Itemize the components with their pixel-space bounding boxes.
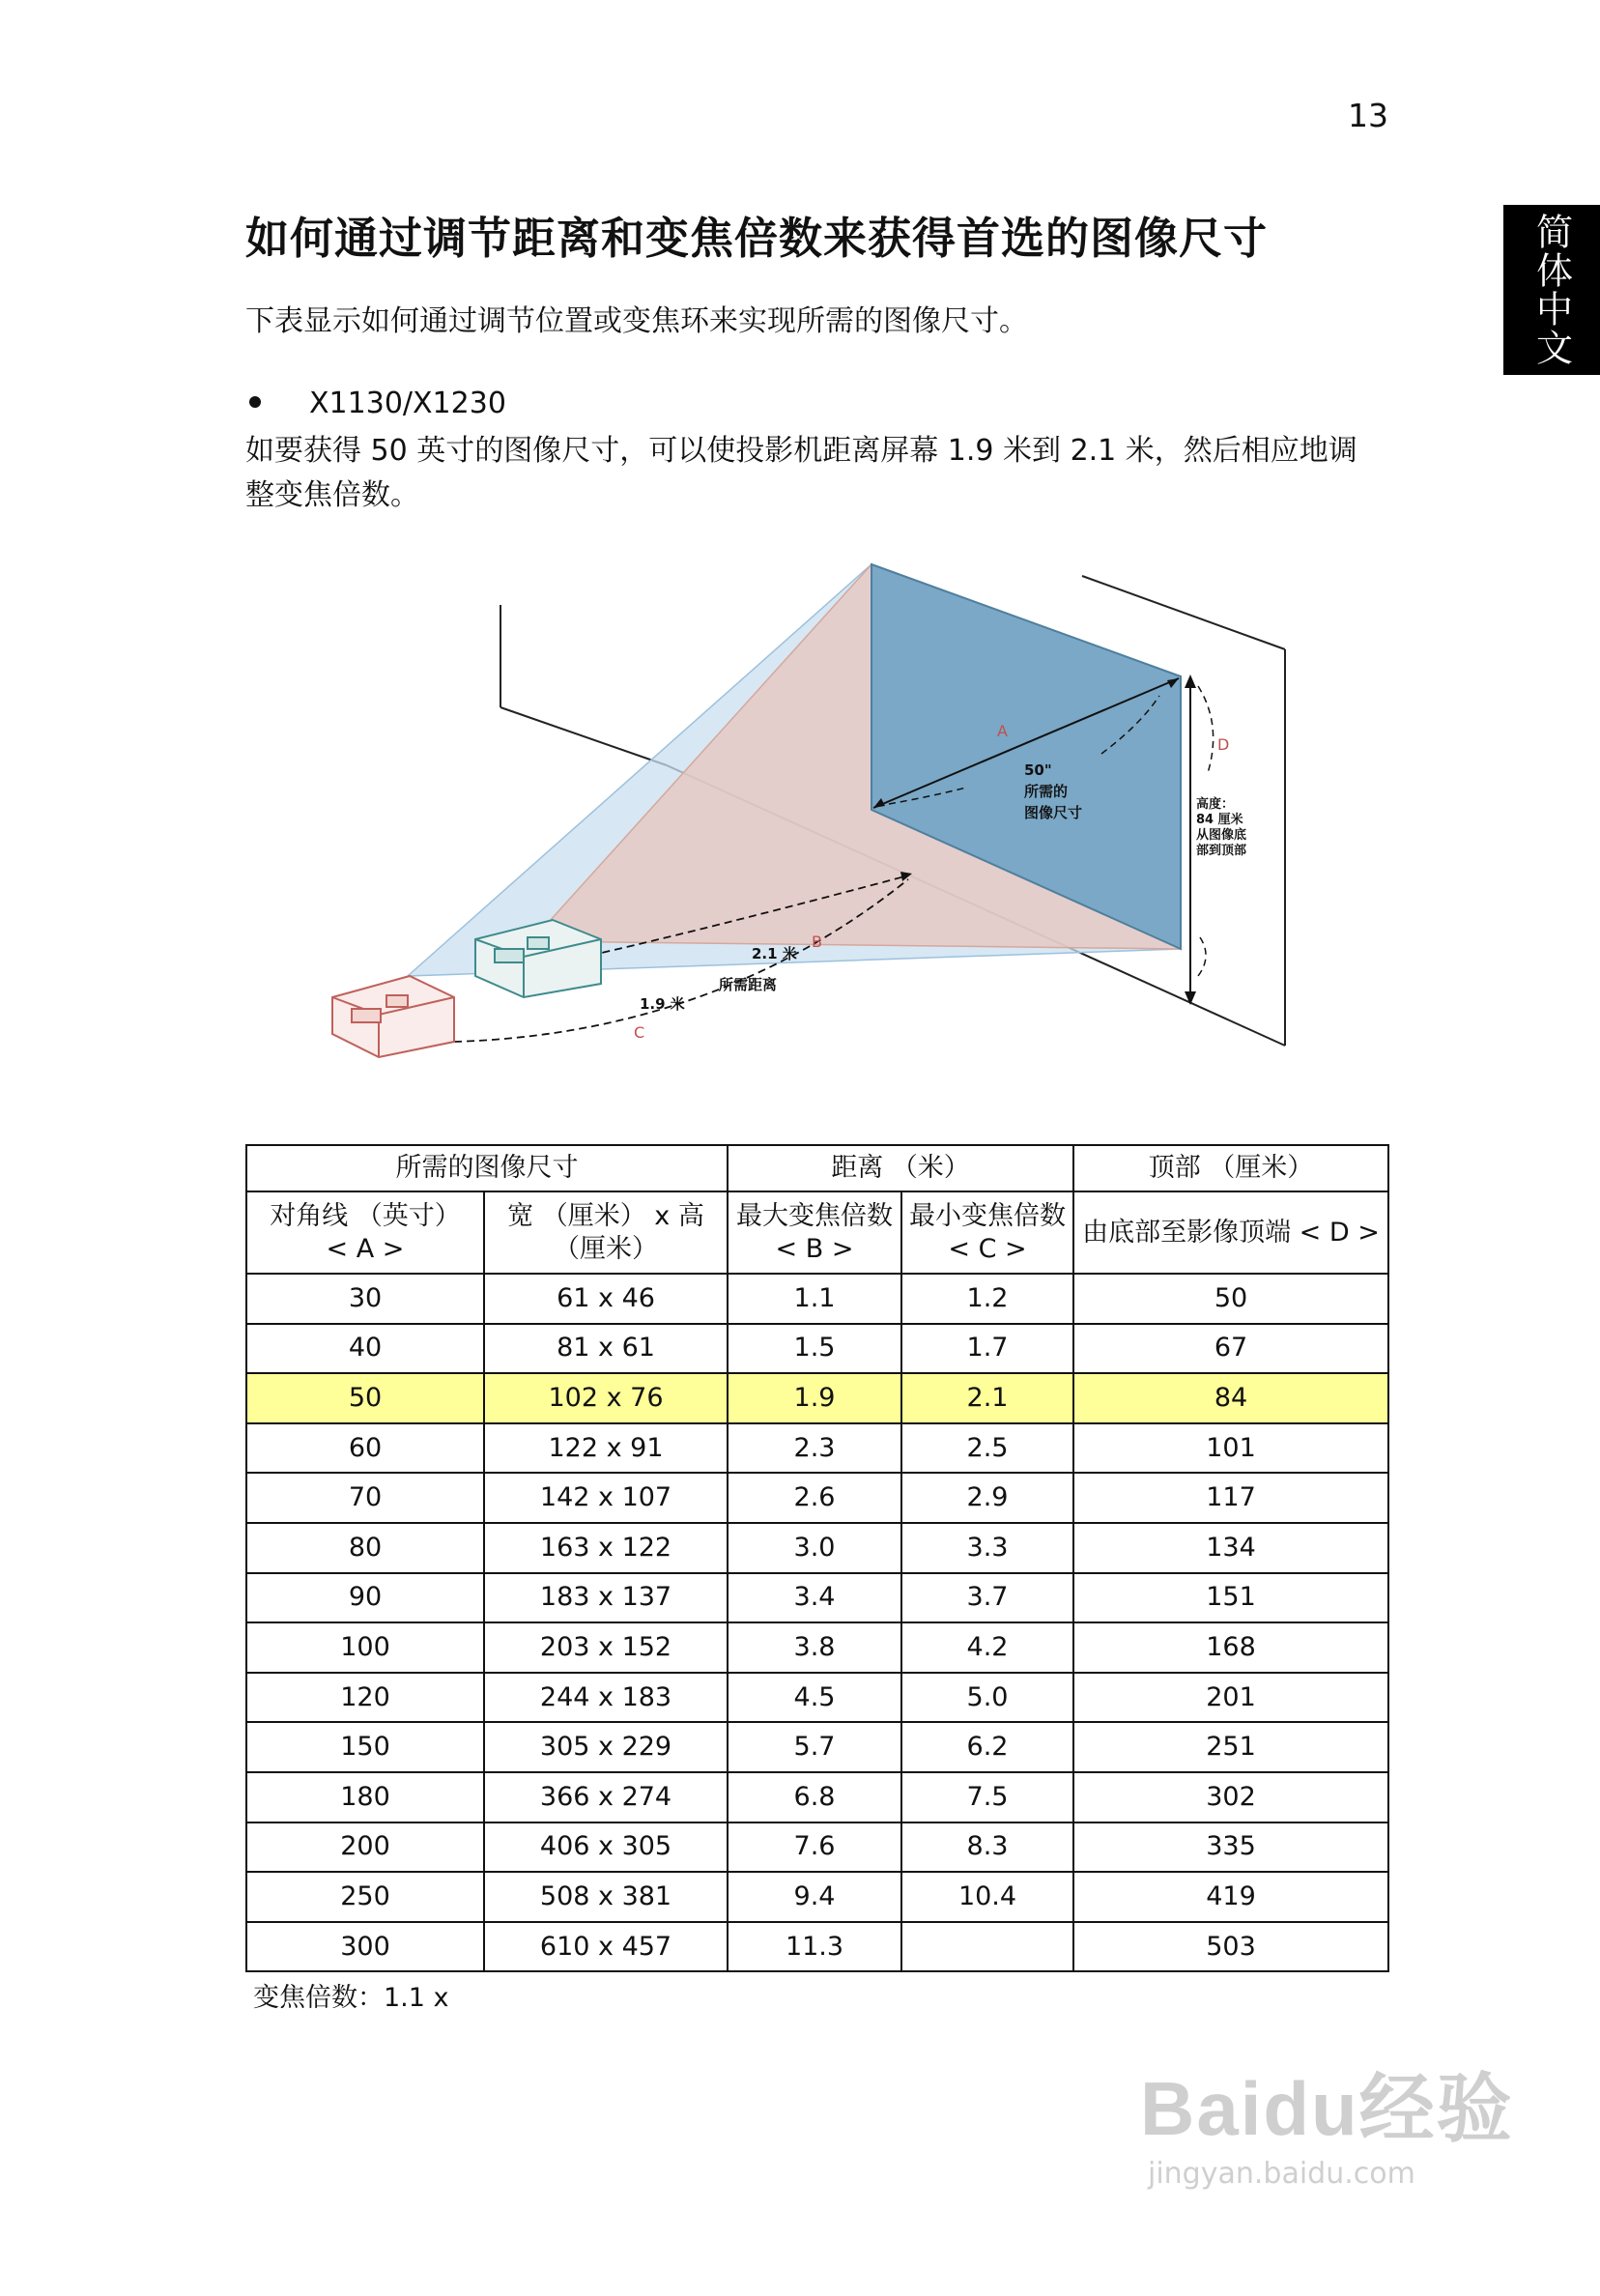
cell-width-height: 142 x 107: [484, 1473, 728, 1523]
cell-width-height: 122 x 91: [484, 1423, 728, 1474]
projection-diagram: [309, 551, 1295, 1092]
cell-min-zoom: 8.3: [901, 1822, 1073, 1873]
projection-distance-table: [245, 1144, 1389, 1972]
cell-width-height: 61 x 46: [484, 1274, 728, 1324]
header-min-zoom: 最小变焦倍数 < C >: [901, 1191, 1073, 1274]
cell-width-height: 203 x 152: [484, 1622, 728, 1673]
cell-top: 302: [1073, 1772, 1388, 1822]
cell-width-height: 163 x 122: [484, 1523, 728, 1573]
cell-min-zoom: 2.5: [901, 1423, 1073, 1474]
cell-top: 335: [1073, 1822, 1388, 1873]
table-row: [246, 1473, 1388, 1523]
table-row: [246, 1622, 1388, 1673]
cell-top: 201: [1073, 1673, 1388, 1723]
language-tab: [1503, 205, 1600, 375]
cell-max-zoom: 3.8: [728, 1622, 901, 1673]
cell-width-height: 81 x 61: [484, 1324, 728, 1374]
cell-width-height: 102 x 76: [484, 1373, 728, 1423]
cell-diagonal: 100: [246, 1622, 484, 1673]
cell-width-height: 183 x 137: [484, 1573, 728, 1623]
baidu-watermark: [1140, 2049, 1514, 2191]
table-row-highlighted: [246, 1373, 1388, 1423]
size-label-3: 图像尺寸: [1024, 804, 1083, 821]
cell-diagonal: 60: [246, 1423, 484, 1474]
size-label-2: 所需的: [1024, 783, 1069, 800]
header-max-zoom: 最大变焦倍数 < B >: [728, 1191, 901, 1274]
cell-min-zoom: 2.1: [901, 1373, 1073, 1423]
header-diagonal: 对角线 （英寸） < A >: [246, 1191, 484, 1274]
cell-diagonal: 180: [246, 1772, 484, 1822]
height-label-2: 84 厘米: [1196, 813, 1243, 827]
model-bullet: [245, 387, 506, 420]
page-number: 13: [1348, 97, 1388, 134]
cell-max-zoom: 3.4: [728, 1573, 901, 1623]
cell-min-zoom: 3.3: [901, 1523, 1073, 1573]
height-label-3: 从图像底: [1196, 828, 1247, 843]
cell-diagonal: 30: [246, 1274, 484, 1324]
cell-diagonal: 120: [246, 1673, 484, 1723]
cell-max-zoom: 7.6: [728, 1822, 901, 1873]
cell-diagonal: 40: [246, 1324, 484, 1374]
projector-far-icon: [332, 976, 454, 1057]
cell-top: 151: [1073, 1573, 1388, 1623]
zoom-ratio-note: 变焦倍数：1.1 x: [253, 1983, 449, 2013]
intro-text: 下表显示如何通过调节位置或变焦环来实现所需的图像尺寸。: [245, 304, 1028, 338]
cell-max-zoom: 3.0: [728, 1523, 901, 1573]
table-row: [246, 1872, 1388, 1922]
cell-top: 419: [1073, 1872, 1388, 1922]
distance-min-label: 1.9 米: [640, 995, 685, 1013]
size-label-1: 50": [1024, 761, 1052, 779]
cell-max-zoom: 6.8: [728, 1772, 901, 1822]
label-d: D: [1217, 735, 1230, 754]
cell-width-height: 508 x 381: [484, 1872, 728, 1922]
table-row: [246, 1573, 1388, 1623]
label-b: B: [812, 933, 822, 951]
language-tab-label: 简体中文: [1529, 213, 1573, 367]
table-row: [246, 1423, 1388, 1474]
cell-max-zoom: 4.5: [728, 1673, 901, 1723]
cell-width-height: 305 x 229: [484, 1722, 728, 1772]
height-label-1: 高度：: [1196, 797, 1235, 812]
watermark-url: jingyan.baidu.com: [1148, 2157, 1415, 2191]
group-header-distance: 距离 （米）: [728, 1145, 1073, 1191]
cell-diagonal: 250: [246, 1872, 484, 1922]
cell-width-height: 366 x 274: [484, 1772, 728, 1822]
label-c: C: [634, 1023, 645, 1042]
cell-min-zoom: 3.7: [901, 1573, 1073, 1623]
cell-top: 117: [1073, 1473, 1388, 1523]
cell-max-zoom: 2.6: [728, 1473, 901, 1523]
group-header-top: 顶部 （厘米）: [1073, 1145, 1388, 1191]
bullet-icon: [249, 396, 261, 408]
table-row: [246, 1772, 1388, 1822]
cell-max-zoom: 1.1: [728, 1274, 901, 1324]
cell-top: 503: [1073, 1922, 1388, 1972]
table-row: [246, 1722, 1388, 1772]
cell-min-zoom: 1.7: [901, 1324, 1073, 1374]
distance-label: 所需距离: [719, 976, 778, 993]
cell-min-zoom: 2.9: [901, 1473, 1073, 1523]
cell-max-zoom: 2.3: [728, 1423, 901, 1474]
cell-min-zoom: [901, 1922, 1073, 1972]
cell-top: 101: [1073, 1423, 1388, 1474]
cell-max-zoom: 5.7: [728, 1722, 901, 1772]
cell-diagonal: 150: [246, 1722, 484, 1772]
table-row: [246, 1324, 1388, 1374]
cell-width-height: 244 x 183: [484, 1673, 728, 1723]
cell-max-zoom: 1.9: [728, 1373, 901, 1423]
instruction-paragraph: 如要获得 50 英寸的图像尺寸，可以使投影机距离屏幕 1.9 米到 2.1 米，然后相应地调整变焦倍数。: [245, 434, 1357, 512]
table-row: [246, 1673, 1388, 1723]
distance-max-label: 2.1 米: [752, 945, 797, 962]
header-width-height: 宽 （厘米） x 高 （厘米）: [484, 1191, 728, 1274]
table-row: [246, 1274, 1388, 1324]
cell-diagonal: 80: [246, 1523, 484, 1573]
cell-max-zoom: 1.5: [728, 1324, 901, 1374]
cell-diagonal: 90: [246, 1573, 484, 1623]
group-header-image-size: 所需的图像尺寸: [246, 1145, 728, 1191]
cell-diagonal: 200: [246, 1822, 484, 1873]
watermark-logo: Baidu经验: [1140, 2066, 1514, 2151]
cell-top: 168: [1073, 1622, 1388, 1673]
cell-max-zoom: 9.4: [728, 1872, 901, 1922]
page-title: 如何通过调节距离和变焦倍数来获得首选的图像尺寸: [245, 213, 1269, 264]
cell-width-height: 610 x 457: [484, 1922, 728, 1972]
cell-top: 134: [1073, 1523, 1388, 1573]
cell-min-zoom: 6.2: [901, 1722, 1073, 1772]
cell-top: 50: [1073, 1274, 1388, 1324]
height-label-4: 部到顶部: [1196, 844, 1247, 858]
table-row: [246, 1922, 1388, 1972]
cell-min-zoom: 10.4: [901, 1872, 1073, 1922]
cell-min-zoom: 7.5: [901, 1772, 1073, 1822]
cell-diagonal: 70: [246, 1473, 484, 1523]
cell-width-height: 406 x 305: [484, 1822, 728, 1873]
cell-diagonal: 50: [246, 1373, 484, 1423]
cell-min-zoom: 1.2: [901, 1274, 1073, 1324]
model-name: X1130/X1230: [309, 387, 506, 420]
table-row: [246, 1523, 1388, 1573]
header-bottom-to-top: 由底部至影像顶端 < D >: [1073, 1191, 1388, 1274]
cell-top: 67: [1073, 1324, 1388, 1374]
table-row: [246, 1822, 1388, 1873]
cell-top: 251: [1073, 1722, 1388, 1772]
cell-diagonal: 300: [246, 1922, 484, 1972]
cell-top: 84: [1073, 1373, 1388, 1423]
label-a: A: [997, 722, 1008, 740]
cell-max-zoom: 11.3: [728, 1922, 901, 1972]
cell-min-zoom: 5.0: [901, 1673, 1073, 1723]
cell-min-zoom: 4.2: [901, 1622, 1073, 1673]
